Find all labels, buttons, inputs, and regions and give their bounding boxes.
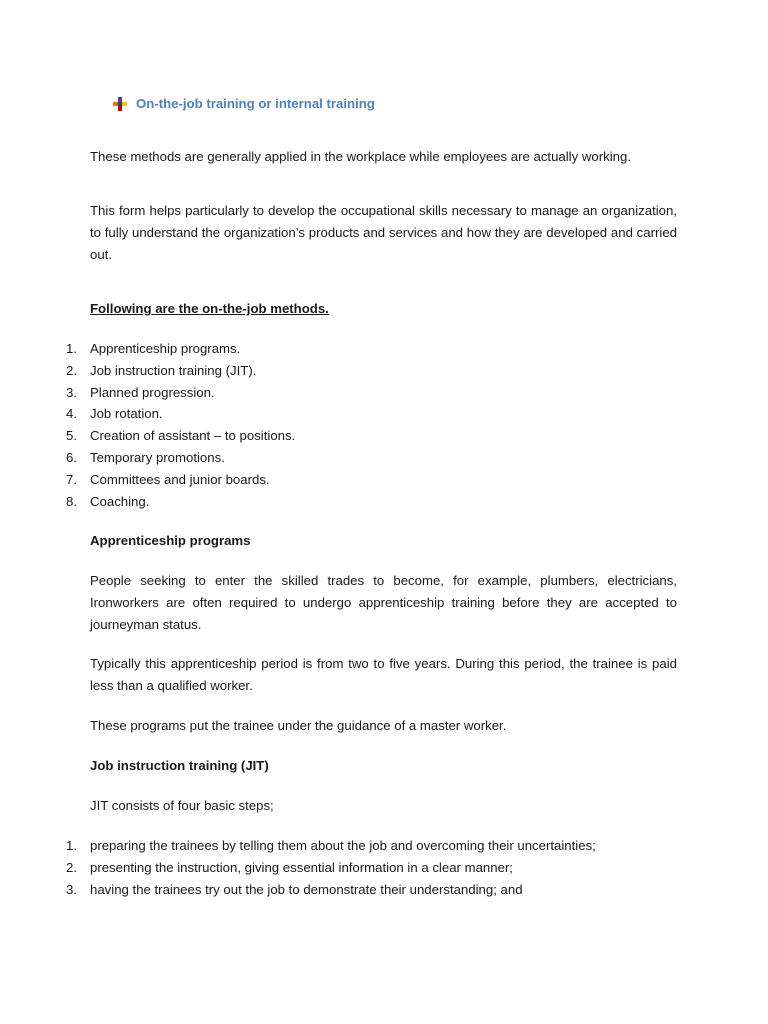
list-number: 2. <box>66 362 77 378</box>
list-item <box>66 857 690 879</box>
list-item-text: Planned progression. <box>90 384 215 400</box>
list-item-text: Job instruction training (JIT). <box>90 362 257 378</box>
apprenticeship-paragraph-3: These programs put the trainee under the guidance of a master worker. <box>90 718 507 733</box>
list-number: 1. <box>66 838 77 853</box>
list-number: 5. <box>66 428 77 444</box>
list-number: 6. <box>66 449 77 465</box>
methods-list <box>66 338 690 512</box>
intro-paragraph-1: These methods are generally applied in the workplace while employees are actually working. <box>90 149 631 164</box>
list-number: 7. <box>66 471 77 487</box>
list-item-text: Job rotation. <box>90 406 163 422</box>
list-item <box>66 491 690 513</box>
list-item-text: Creation of assistant – to positions. <box>90 428 296 444</box>
list-item <box>66 382 690 404</box>
section-heading-title: On-the-job training or internal training <box>136 96 375 111</box>
section-heading <box>113 93 375 115</box>
list-number: 1. <box>66 341 77 356</box>
list-item <box>66 425 690 447</box>
list-number: 8. <box>66 493 77 509</box>
list-item-text: Apprenticeship programs. <box>90 341 241 356</box>
list-number: 3. <box>66 384 77 400</box>
list-number: 4. <box>66 406 77 422</box>
apprenticeship-paragraph-2: Typically this apprenticeship period is from two to five years. During this period, the trainee is paid less than a qualified worker. <box>90 656 677 693</box>
list-item-text: Temporary promotions. <box>90 449 225 465</box>
apprenticeship-title: Apprenticeship programs <box>90 533 251 548</box>
list-item-text: Committees and junior boards. <box>90 471 270 487</box>
list-item-text: having the trainees try out the job to demonstrate their understanding; and <box>90 881 523 897</box>
list-item-text: presenting the instruction, giving essential information in a clear manner; <box>90 859 513 875</box>
list-number: 2. <box>66 859 77 875</box>
list-item <box>66 447 690 469</box>
four-color-bullet-icon <box>113 97 127 111</box>
list-number: 3. <box>66 881 77 897</box>
list-item-text: Coaching. <box>90 493 150 509</box>
list-item-text: preparing the trainees by telling them about the job and overcoming their uncertainties; <box>90 838 596 853</box>
intro-paragraph-2: This form helps particularly to develop the occupational skills necessary to manage an organization, to fully understand the organization’s products and services and how they are developed and carried out. <box>90 203 677 262</box>
list-item <box>66 338 690 360</box>
jit-steps-list <box>66 835 690 900</box>
methods-title: Following are the on-the-job methods. <box>90 301 329 316</box>
list-item <box>66 403 690 425</box>
jit-title: Job instruction training (JIT) <box>90 758 269 773</box>
list-item <box>66 360 690 382</box>
list-item <box>66 469 690 491</box>
jit-intro: JIT consists of four basic steps; <box>90 798 274 813</box>
apprenticeship-paragraph-1: People seeking to enter the skilled trades to become, for example, plumbers, electricians, Ironworkers are often required to undergo apprenticeship training before they are accepted to journeyman status. <box>90 573 677 632</box>
list-item <box>66 879 690 901</box>
list-item <box>66 835 690 857</box>
